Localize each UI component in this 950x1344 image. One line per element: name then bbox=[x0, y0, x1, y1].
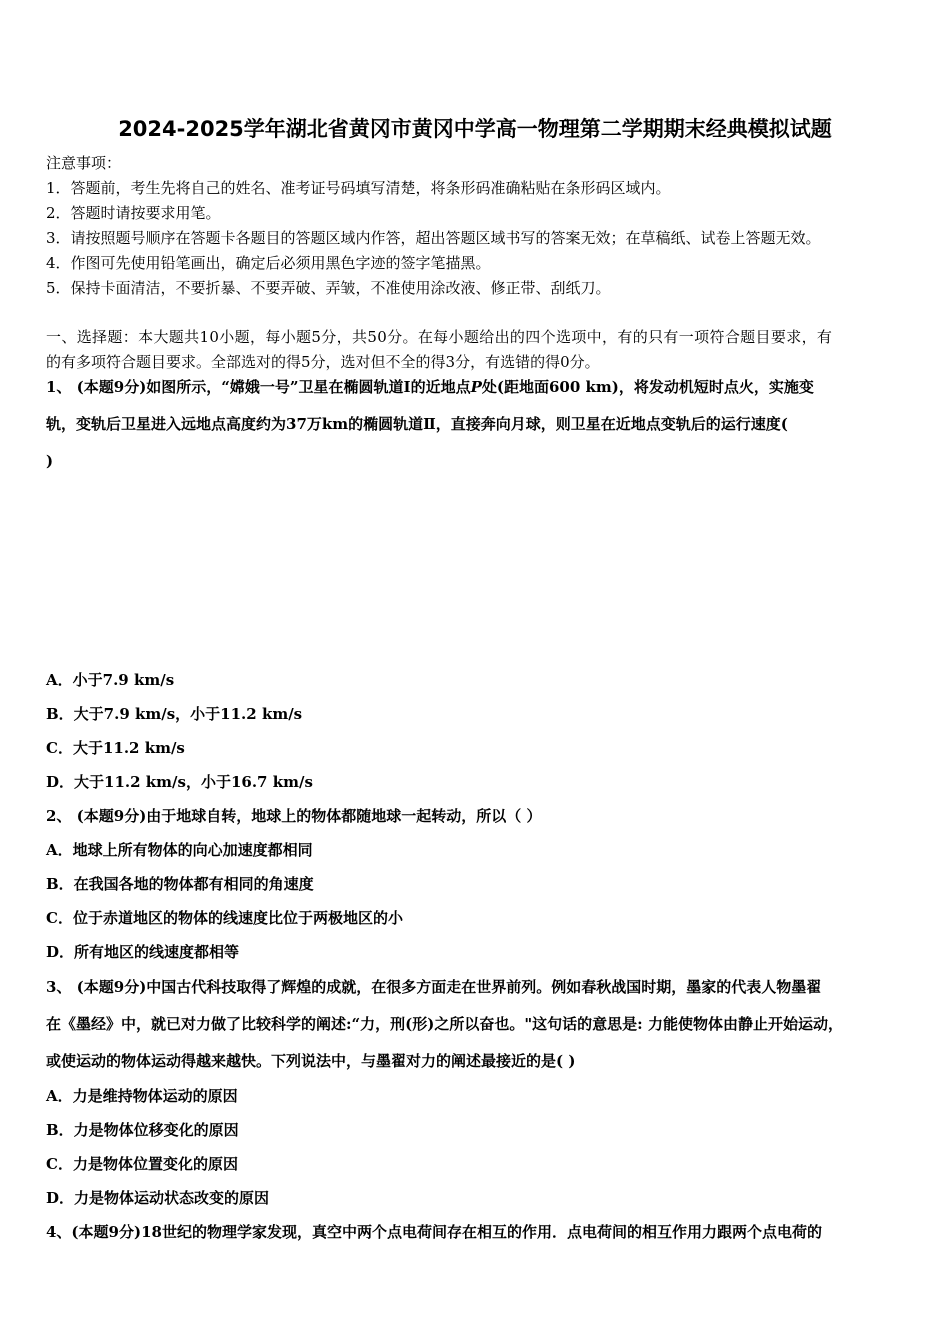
question-4-line-1: 4、(本题9分)18世纪的物理学家发现，真空中两个点电荷间存在相互的作用．点电荷间的相互作用力跟两个点电荷的 bbox=[46, 1223, 822, 1241]
point-p-label: P bbox=[470, 378, 482, 396]
question-3-line-1: 3、 (本题9分)中国古代科技取得了辉煌的成就，在很多方面走在世界前列。例如春秋战国时期，墨家的代表人物墨翟 bbox=[46, 978, 822, 996]
section-instructions-line-2: 的有多项符合题目要求。全部选对的得5分，选对但不全的得3分，有选错的得0分。 bbox=[46, 353, 600, 371]
question-1-line-1 bbox=[46, 376, 814, 397]
question-2-option-a: A．地球上所有物体的向心加速度都相同 bbox=[46, 841, 313, 859]
question-1-line-3: ) bbox=[46, 452, 54, 470]
question-2-stem: 2、 (本题9分)由于地球自转，地球上的物体都随地球一起转动，所以（ ） bbox=[46, 807, 542, 825]
question-1-option-d: D．大于11.2 km/s，小于16.7 km/s bbox=[46, 773, 313, 791]
question-3-line-2: 在《墨经》中，就已对力做了比较科学的阐述:“力，刑(形)之所以奋也。"这句话的意思是: 力能使物体由静止开始运动， bbox=[46, 1015, 843, 1033]
question-1-option-b: B．大于7.9 km/s，小于11.2 km/s bbox=[46, 705, 303, 723]
question-3-option-d: D．力是物体运动状态改变的原因 bbox=[46, 1189, 270, 1207]
question-2-option-d: D．所有地区的线速度都相等 bbox=[46, 943, 240, 961]
question-2-option-c: C．位于赤道地区的物体的线速度比位于两极地区的小 bbox=[46, 909, 403, 927]
notice-heading: 注意事项： bbox=[46, 154, 122, 172]
question-1-line-2: 轨，变轨后卫星进入远地点高度约为37万km的椭圆轨道Ⅱ，直接奔向月球，则卫星在近地点变轨后的运行速度( bbox=[46, 415, 788, 433]
question-3-option-a: A．力是维持物体运动的原因 bbox=[46, 1087, 238, 1105]
notice-item-2: 2．答题时请按要求用笔。 bbox=[46, 204, 221, 222]
question-1-option-a: A．小于7.9 km/s bbox=[46, 671, 175, 689]
question-1-option-c: C．大于11.2 km/s bbox=[46, 739, 185, 757]
notice-item-3: 3．请按照题号顺序在答题卡各题目的答题区域内作答，超出答题区域书写的答案无效；在草稿纸、试卷上答题无效。 bbox=[46, 229, 821, 247]
notice-item-5: 5．保持卡面清洁，不要折暴、不要弄破、弄皱，不准使用涂改液、修正带、刮纸刀。 bbox=[46, 279, 611, 297]
notice-item-4: 4．作图可先使用铅笔画出，确定后必须用黑色字迹的签字笔描黑。 bbox=[46, 254, 491, 272]
notice-item-1: 1．答题前，考生先将自己的姓名、准考证号码填写清楚，将条形码准确粘贴在条形码区域内。 bbox=[46, 179, 671, 197]
section-instructions-line-1: 一、选择题：本大题共10小题，每小题5分，共50分。在每小题给出的四个选项中，有的只有一项符合题目要求，有 bbox=[46, 328, 833, 346]
question-2-option-b: B．在我国各地的物体都有相同的角速度 bbox=[46, 875, 314, 893]
question-3-line-3: 或使运动的物体运动得越来越快。下列说法中，与墨翟对力的阐述最接近的是( ) bbox=[46, 1052, 576, 1070]
question-1-text-a: 1、 (本题9分)如图所示，“嫦娥一号”卫星在椭圆轨道Ⅰ的近地点 bbox=[46, 378, 471, 396]
question-3-option-c: C．力是物体位置变化的原因 bbox=[46, 1155, 238, 1173]
page-title: 2024-2025学年湖北省黄冈市黄冈中学高一物理第二学期期末经典模拟试题 bbox=[118, 117, 832, 141]
question-1-text-b: 处(距地面600 km)，将发动机短时点火，实施变 bbox=[481, 378, 814, 396]
question-3-option-b: B．力是物体位移变化的原因 bbox=[46, 1121, 239, 1139]
